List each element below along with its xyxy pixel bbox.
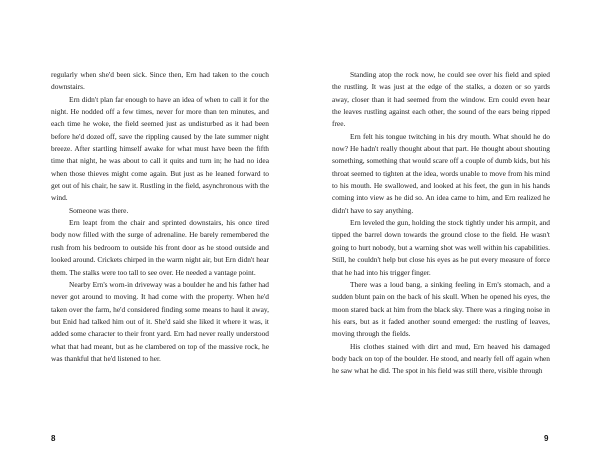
paragraph: Ern leapt from the chair and sprinted downstairs, his once tired body now filled with the surge of adrenaline. He barely remembered the rush from his bedroom to outside his front door as he stood outside and looked around. Crickets chirped in the warm night air, but Ern didn't hear them. The stalks were too tall to see over. He needed a vantage point. (51, 218, 269, 277)
paragraph: Ern felt his tongue twitching in his dry mouth. What should he do now? He hadn't really thought about that part. He thought about shouting something, something that would scare off a couple of dumb kids, but his throat seemed to tighten at the idea, words unable to move from his mind to his mouth. He swallowed, and looked at his feet, the gun in his hands coming into view as he did so. An idea came to him, and Ern realized he didn't have to say anything. (332, 131, 550, 215)
paragraph: Someone was there. (69, 205, 129, 215)
page-number: 8 (51, 434, 56, 443)
right-page-body (332, 69, 550, 378)
paragraph: There was a loud bang, a sinking feeling in Ern's stomach, and a sudden blunt pain on the back of his skull. When he opened his eyes, the moon stared back at him from the black sky. There was a ringing noise in his ears, but as it faded another sound emerged: the rustling of leaves, moving through the fields. (332, 279, 550, 339)
left-page-body (51, 69, 269, 365)
right-page (300, 0, 600, 463)
paragraph: Standing atop the rock now, he could see over his field and spied the rustling. It was just at the edge of the stalks, a dozen or so yards away, closer than it had seemed from the window. Ern could even hear the leaves rustling against each other, the sound of the ears being ripped free. (332, 70, 550, 129)
paragraph: Ern didn't plan far enough to have an idea of when to call it for the night. He nodded off a few times, never for more than ten minutes, and each time he woke, the field seemed just as undisturbed as it had been before he'd dozed off, save the rippling caused by the late summer night breeze. After startling himself awake for what must have been the fifth time that night, he was about to call it quits and turn in; he had no idea when those thieves might come again. But just as he leaned forward to get out of his chair, he saw it. Rustling in the field, asynchronous with the wind. (51, 94, 269, 203)
paragraph: Nearby Ern's worn-in driveway was a boulder he and his father had never got around to moving. It had come with the property. When he'd taken over the farm, he'd considered finding some means to haul it away, but Enid had talked him out of it. She'd said she liked it where it was, it added some character to their front yard. Ern had never really understood what that had meant, but as he clambered on top of the massive rock, he was thankful that he'd listened to her. (51, 279, 269, 363)
page-number: 9 (544, 434, 549, 443)
paragraph: His clothes stained with dirt and mud, Ern heaved his damaged body back on top of the boulder. He stood, and nearly fell off again when he saw what he did. The spot in his field was still there, visible through (332, 341, 550, 376)
paragraph: regularly when she'd been sick. Since then, Ern had taken to the couch downstairs. (51, 70, 269, 92)
paragraph: Ern leveled the gun, holding the stock tightly under his armpit, and tipped the barrel down towards the ground close to the field. He wasn't going to hurt nobody, but a warning shot was well within his capabilities. Still, he couldn't help but close his eyes as he put every measure of force that he had into his trigger finger. (332, 218, 550, 277)
